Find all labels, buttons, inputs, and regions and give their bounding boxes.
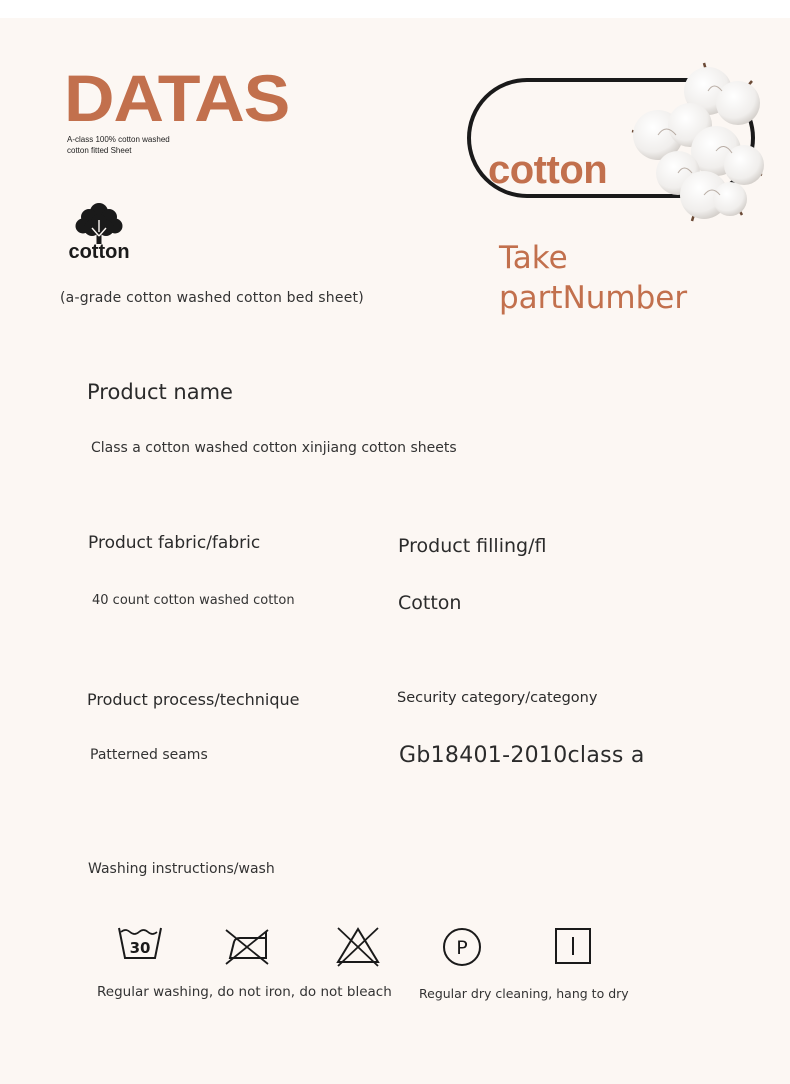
dry-clean-letter: P (456, 937, 468, 959)
take-line-2: partNumber (499, 280, 688, 316)
product-name-value: Class a cotton washed cotton xinjiang cotton sheets (91, 440, 457, 456)
brand-logo: DATAS (64, 61, 290, 135)
no-bleach-icon (333, 924, 383, 970)
product-process-value: Patterned seams (90, 747, 208, 763)
wash-30-icon (115, 922, 165, 968)
subtitle: (a-grade cotton washed cotton bed sheet) (60, 290, 364, 306)
badge-text: cotton (488, 148, 608, 192)
product-filling-label: Product filling/fl (398, 535, 547, 557)
washing-instructions-label: Washing instructions/wash (88, 861, 275, 877)
product-fabric-label: Product fabric/fabric (88, 533, 261, 553)
brand-tagline (67, 134, 207, 156)
security-category-label: Security category/categony (397, 690, 598, 706)
take-line-1: Take (499, 240, 568, 276)
product-process-label: Product process/technique (87, 690, 300, 709)
wash-temp-text: 30 (129, 939, 151, 957)
no-iron-icon (222, 924, 272, 970)
hang-dry-icon (548, 924, 598, 970)
product-name-label: Product name (87, 380, 233, 404)
dry-clean-p-icon (437, 924, 487, 970)
product-fabric-value: 40 count cotton washed cotton (92, 593, 295, 608)
cotton-boll-icon (612, 55, 782, 230)
care-caption-right: Regular dry cleaning, hang to dry (419, 986, 629, 1001)
tagline-line-2: cotton fitted Sheet (67, 146, 132, 155)
product-filling-value: Cotton (398, 592, 462, 614)
logo-wordmark: cotton (68, 241, 130, 262)
tagline-line-1: A-class 100% cotton washed (67, 135, 170, 144)
cotton-tree-logo-icon (62, 200, 136, 262)
take-part-number (499, 238, 687, 318)
care-caption-left: Regular washing, do not iron, do not bleach (97, 984, 392, 1000)
security-category-value: Gb18401-2010class a (399, 743, 645, 768)
